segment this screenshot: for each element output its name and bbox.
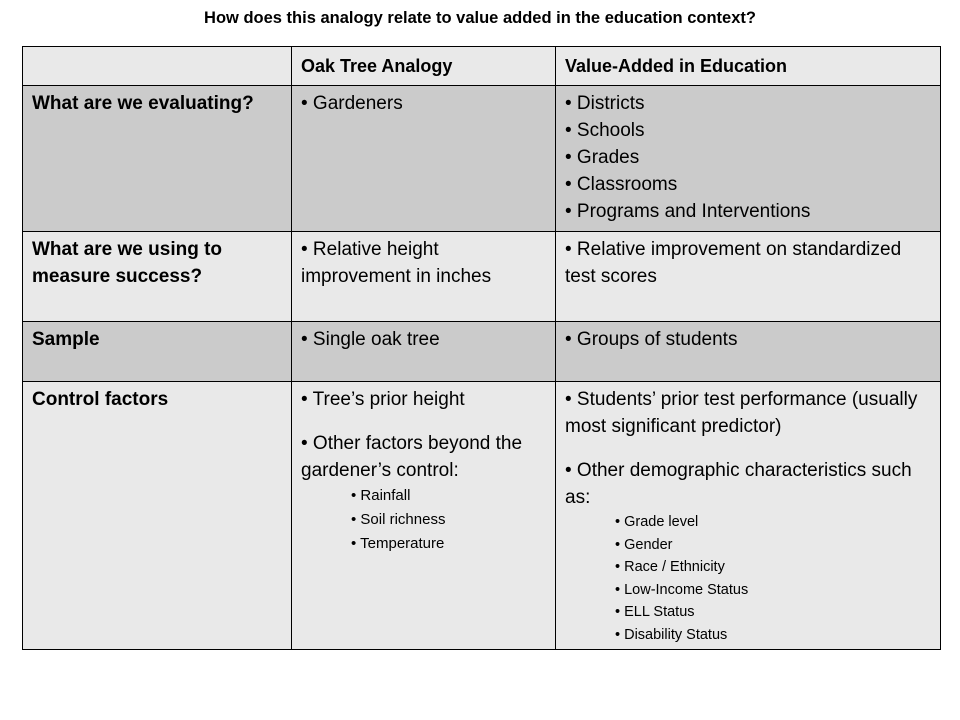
bullet-item: • Gardeners [301, 93, 403, 114]
bullet-item: • Other demographic characteristics such as: [565, 460, 912, 508]
bullet-item: • Classrooms [565, 174, 678, 195]
sub-bullet-item: • Rainfall [351, 487, 411, 504]
sub-bullet-item: • Soil richness [351, 511, 446, 528]
sub-bullet-item: • Temperature [351, 535, 445, 552]
row-label-evaluating: What are we evaluating? [23, 86, 292, 232]
cell-sample-oak [292, 322, 556, 382]
sub-bullet-item: • Race / Ethnicity [615, 559, 725, 575]
page-title: How does this analogy relate to value added in the education context? [204, 9, 756, 27]
row-label-sample: Sample [23, 322, 292, 382]
cell-evaluating-oak [292, 86, 556, 232]
row-control [23, 382, 941, 650]
row-label-measure: What are we using to measure success? [23, 232, 292, 322]
bullet-item: • Relative height improvement in inches [301, 239, 492, 287]
cell-measure-education [556, 232, 941, 322]
cell-control-education [556, 382, 941, 650]
row-evaluating [23, 86, 941, 232]
bullet-item: • Groups of students [565, 329, 738, 350]
bullet-item: • Grades [565, 147, 640, 168]
header-blank [23, 47, 292, 86]
header-row [23, 47, 941, 86]
cell-sample-education [556, 322, 941, 382]
row-label-control: Control factors [23, 382, 292, 650]
sub-bullet-item: • Gender [615, 536, 673, 553]
cell-measure-oak [292, 232, 556, 322]
bullet-item: • Relative improvement on standardized test scores [565, 239, 902, 287]
sub-bullet-item: • ELL Status [615, 604, 695, 620]
comparison-table [22, 46, 941, 650]
cell-control-oak [292, 382, 556, 650]
sub-bullet-item: • Disability Status [615, 626, 728, 643]
header-value-added-education: Value-Added in Education [556, 47, 941, 86]
cell-evaluating-education [556, 86, 941, 232]
bullet-item: • Districts [565, 93, 645, 114]
bullet-item: • Tree’s prior height [301, 389, 465, 410]
bullet-item: • Programs and Interventions [565, 201, 811, 222]
bullet-item: • Single oak tree [301, 329, 440, 350]
header-oak-tree-analogy: Oak Tree Analogy [292, 47, 556, 86]
row-measure [23, 232, 941, 322]
bullet-item: • Other factors beyond the gardener’s control: [301, 433, 523, 481]
row-sample [23, 322, 941, 382]
bullet-item: • Students’ prior test performance (usually most significant predictor) [565, 389, 918, 437]
sub-bullet-item: • Low-Income Status [615, 581, 749, 598]
bullet-item: • Schools [565, 120, 645, 141]
sub-bullet-item: • Grade level [615, 514, 699, 530]
